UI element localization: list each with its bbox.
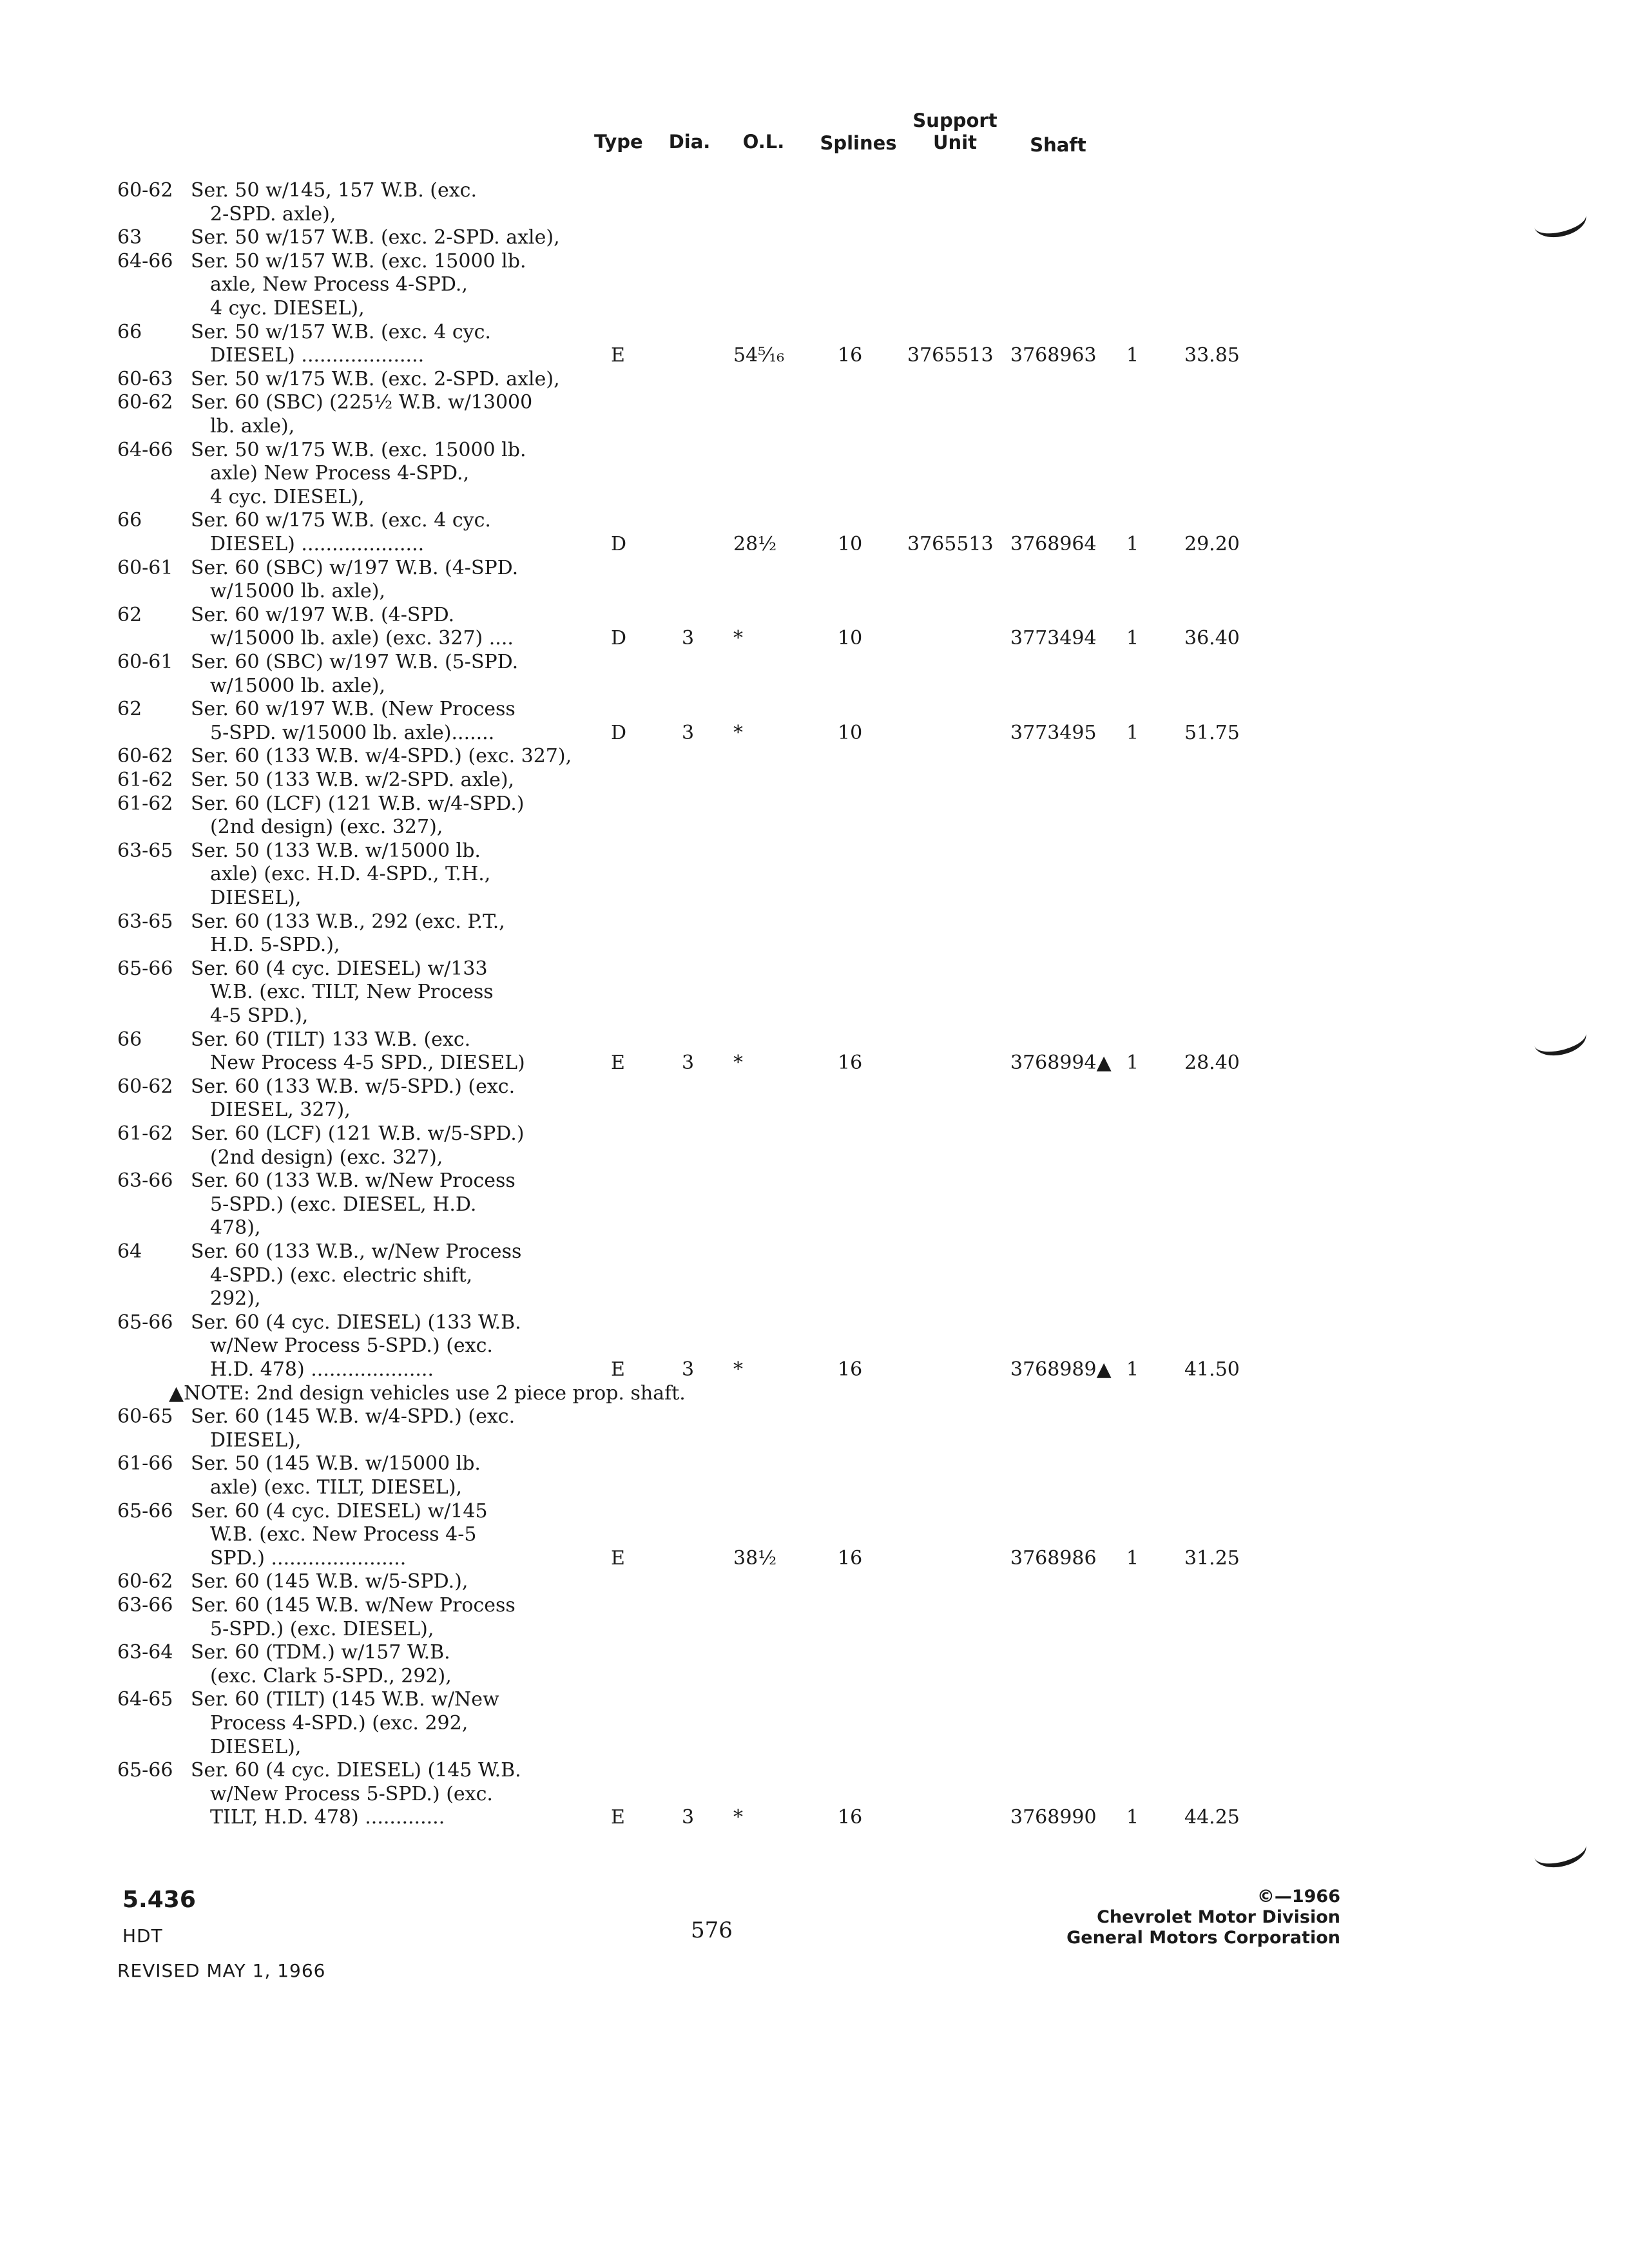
col-ol: 54⁵⁄₁₆ — [733, 344, 785, 367]
vehicle-description: Ser. 50 (133 W.B. w/15000 lb. — [191, 839, 481, 862]
col-type: E — [611, 1358, 625, 1381]
vehicle-description: 5-SPD.) (exc. DIESEL), — [210, 1617, 434, 1640]
vehicle-description: W.B. (exc. TILT, New Process — [210, 981, 494, 1004]
model-years: 61-66 — [117, 1452, 173, 1475]
col-header-type: Type — [594, 131, 643, 153]
col-type: E — [611, 1546, 625, 1570]
col-qty: 1 — [1126, 627, 1139, 650]
col-type: D — [611, 721, 627, 744]
model-years: 60-62 — [117, 1570, 173, 1593]
table-row — [0, 1736, 1353, 1759]
table-row — [0, 1452, 1353, 1475]
col-splines: 10 — [838, 533, 863, 555]
vehicle-description: Ser. 50 (145 W.B. w/15000 lb. — [191, 1452, 481, 1475]
table-row — [0, 462, 1353, 485]
model-years: 60-62 — [117, 745, 173, 768]
vehicle-description: 4 cyc. DIESEL), — [210, 485, 365, 508]
table-row — [0, 1075, 1353, 1099]
model-years: 64-65 — [117, 1688, 173, 1711]
table-row — [0, 179, 1353, 202]
revised-date: REVISED MAY 1, 1966 — [117, 1960, 326, 1981]
table-row — [0, 1287, 1353, 1311]
vehicle-description: Ser. 60 (145 W.B. w/5-SPD.), — [191, 1570, 468, 1593]
table-row — [0, 533, 1353, 556]
vehicle-description: Ser. 60 w/197 W.B. (New Process — [191, 698, 516, 721]
table-row — [0, 415, 1353, 438]
col-ol: * — [733, 1806, 743, 1829]
vehicle-description: Ser. 60 w/175 W.B. (exc. 4 cyc. — [191, 509, 491, 532]
vehicle-description: Ser. 60 (133 W.B. w/5-SPD.) (exc. — [191, 1075, 516, 1098]
vehicle-description: Ser. 60 (133 W.B. w/4-SPD.) (exc. 327), — [191, 745, 572, 768]
table-row — [0, 557, 1353, 580]
table-row — [0, 722, 1353, 745]
vehicle-description: H.D. 478) .................... — [210, 1358, 434, 1381]
model-years: 64 — [117, 1240, 142, 1263]
col-price: 28.40 — [1184, 1052, 1240, 1075]
table-row — [0, 1618, 1353, 1641]
table-row — [0, 1264, 1353, 1287]
model-years: 66 — [117, 320, 142, 343]
table-row — [0, 1641, 1353, 1664]
table-row — [0, 816, 1353, 839]
table-row — [0, 1358, 1353, 1381]
col-header-ol: O.L. — [742, 131, 785, 153]
model-years: 60-62 — [117, 179, 173, 202]
vehicle-description: (2nd design) (exc. 327), — [210, 816, 443, 839]
table-row — [0, 1311, 1353, 1334]
col-header-shaft: Shaft — [1030, 134, 1086, 156]
table-row — [0, 840, 1353, 863]
vehicle-description: Ser. 50 (133 W.B. w/2-SPD. axle), — [191, 769, 515, 791]
vehicle-description: (exc. Clark 5-SPD., 292), — [210, 1664, 452, 1687]
vehicle-description: Ser. 60 (145 W.B. w/4-SPD.) (exc. — [191, 1405, 516, 1428]
model-years: 60-61 — [117, 651, 173, 673]
vehicle-description: Ser. 60 (SBC) (225½ W.B. w/13000 — [191, 391, 533, 414]
table-row — [0, 1476, 1353, 1499]
table-row — [0, 1523, 1353, 1546]
vehicle-description: 292), — [210, 1287, 261, 1311]
col-ol: * — [733, 627, 743, 650]
col-type: E — [611, 344, 625, 367]
binder-mark — [1530, 1018, 1590, 1062]
col-shaft: 3773495 — [1010, 721, 1097, 744]
col-header-splines: Splines — [820, 132, 897, 154]
col-shaft: 3768989▲ — [1010, 1358, 1112, 1381]
binder-mark — [1530, 1830, 1590, 1874]
col-price: 33.85 — [1184, 344, 1240, 367]
col-qty: 1 — [1126, 1358, 1139, 1381]
col-price: 36.40 — [1184, 627, 1240, 650]
model-years: 66 — [117, 509, 142, 532]
col-qty: 1 — [1126, 1546, 1139, 1570]
corporation-name: General Motors Corporation — [1066, 1928, 1340, 1948]
table-row — [0, 627, 1353, 650]
col-shaft: 3768986 — [1010, 1546, 1097, 1570]
col-shaft: 3768963 — [1010, 344, 1097, 367]
table-row — [0, 1216, 1353, 1240]
col-dia: 3 — [682, 721, 695, 744]
vehicle-description: axle) New Process 4-SPD., — [210, 462, 470, 485]
table-row — [0, 1405, 1353, 1428]
table-row — [0, 439, 1353, 462]
vehicle-description: DIESEL), — [210, 1428, 302, 1452]
table-row — [0, 1594, 1353, 1617]
model-years: 66 — [117, 1028, 142, 1051]
col-dia: 3 — [682, 627, 695, 650]
model-years: 63-66 — [117, 1594, 173, 1617]
col-ol: 38½ — [733, 1546, 777, 1570]
col-qty: 1 — [1126, 721, 1139, 744]
model-years: 60-62 — [117, 391, 173, 414]
vehicle-description: Ser. 60 (145 W.B. w/New Process — [191, 1594, 516, 1617]
note-row — [0, 1382, 1353, 1405]
table-row — [0, 1500, 1353, 1523]
col-price: 29.20 — [1184, 533, 1240, 555]
col-type: D — [611, 627, 627, 650]
table-row — [0, 297, 1353, 320]
col-type: D — [611, 533, 627, 555]
col-splines: 16 — [838, 1546, 863, 1570]
vehicle-description: Ser. 60 (TILT) (145 W.B. w/New — [191, 1688, 499, 1711]
table-row — [0, 1759, 1353, 1782]
table-row — [0, 250, 1353, 273]
vehicle-description: SPD.) ...................... — [210, 1546, 407, 1570]
table-row — [0, 1240, 1353, 1264]
vehicle-description: Ser. 60 (4 cyc. DIESEL) w/133 — [191, 957, 488, 980]
model-years: 61-62 — [117, 1122, 173, 1145]
vehicle-description: 478), — [210, 1216, 261, 1240]
table-row — [0, 1783, 1353, 1806]
table-row — [0, 580, 1353, 603]
col-dia: 3 — [682, 1052, 695, 1075]
page-number: 576 — [691, 1917, 733, 1943]
vehicle-description: Ser. 60 (133 W.B., w/New Process — [191, 1240, 522, 1263]
col-shaft: 3768964 — [1010, 533, 1097, 555]
col-splines: 10 — [838, 721, 863, 744]
col-qty: 1 — [1126, 1052, 1139, 1075]
col-shaft: 3773494 — [1010, 627, 1097, 650]
col-qty: 1 — [1126, 344, 1139, 367]
model-years: 60-62 — [117, 1075, 173, 1098]
table-row — [0, 604, 1353, 627]
vehicle-description: Process 4-SPD.) (exc. 292, — [210, 1712, 468, 1735]
table-row — [0, 793, 1353, 816]
model-years: 63-64 — [117, 1641, 173, 1664]
col-type: E — [611, 1052, 625, 1075]
col-splines: 16 — [838, 1358, 863, 1381]
table-row — [0, 1169, 1353, 1193]
col-splines: 16 — [838, 1806, 863, 1829]
model-years: 62 — [117, 698, 142, 721]
vehicle-description: Ser. 60 (TDM.) w/157 W.B. — [191, 1641, 450, 1664]
vehicle-description: w/15000 lb. axle) (exc. 327) .... — [210, 627, 514, 650]
table-row — [0, 1712, 1353, 1735]
col-support-unit: 3765513 — [907, 533, 994, 555]
table-row — [0, 887, 1353, 910]
model-years: 63 — [117, 226, 142, 249]
vehicle-description: axle) (exc. TILT, DIESEL), — [210, 1476, 463, 1499]
vehicle-description: Ser. 60 (SBC) w/197 W.B. (4-SPD. — [191, 556, 519, 579]
binder-mark — [1530, 200, 1590, 244]
col-header-dia: Dia. — [668, 131, 711, 153]
vehicle-description: Ser. 60 w/197 W.B. (4-SPD. — [191, 603, 455, 626]
table-row — [0, 1429, 1353, 1452]
vehicle-description: Ser. 60 (LCF) (121 W.B. w/4-SPD.) — [191, 792, 525, 815]
model-years: 63-65 — [117, 839, 173, 862]
vehicle-description: TILT, H.D. 478) ............. — [210, 1806, 445, 1829]
vehicle-description: New Process 4-5 SPD., DIESEL) — [210, 1052, 525, 1075]
vehicle-description: Ser. 50 w/145, 157 W.B. (exc. — [191, 179, 477, 202]
table-row — [0, 745, 1353, 768]
table-row — [0, 981, 1353, 1004]
table-row — [0, 509, 1353, 532]
vehicle-description: DIESEL) .................... — [210, 533, 425, 555]
model-years: 65-66 — [117, 957, 173, 980]
table-row — [0, 957, 1353, 981]
table-row — [0, 863, 1353, 886]
col-dia: 3 — [682, 1806, 695, 1829]
table-row — [0, 1146, 1353, 1169]
vehicle-description: axle) (exc. H.D. 4-SPD., T.H., — [210, 863, 491, 886]
table-row — [0, 1665, 1353, 1688]
vehicle-description: axle, New Process 4-SPD., — [210, 273, 468, 296]
col-splines: 16 — [838, 344, 863, 367]
vehicle-description: Ser. 60 (4 cyc. DIESEL) w/145 — [191, 1499, 488, 1523]
vehicle-description: w/New Process 5-SPD.) (exc. — [210, 1782, 493, 1805]
col-splines: 16 — [838, 1052, 863, 1075]
vehicle-description: DIESEL, 327), — [210, 1099, 351, 1122]
vehicle-description: Ser. 50 w/157 W.B. (exc. 2-SPD. axle), — [191, 226, 560, 249]
col-qty: 1 — [1126, 533, 1139, 555]
table-row — [0, 1806, 1353, 1829]
table-row — [0, 1028, 1353, 1052]
vehicle-description: H.D. 5-SPD.), — [210, 934, 340, 957]
table-row — [0, 651, 1353, 674]
vehicle-description: DIESEL) .................... — [210, 344, 425, 367]
model-years: 64-66 — [117, 438, 173, 461]
vehicle-description: lb. axle), — [210, 415, 295, 437]
section-code: HDT — [122, 1925, 163, 1946]
vehicle-description: DIESEL), — [210, 887, 302, 909]
vehicle-description: DIESEL), — [210, 1735, 302, 1758]
vehicle-description: Ser. 60 (SBC) w/197 W.B. (5-SPD. — [191, 651, 519, 673]
col-ol: * — [733, 1358, 743, 1381]
table-row — [0, 344, 1353, 367]
table-row — [0, 226, 1353, 249]
vehicle-description: Ser. 50 w/157 W.B. (exc. 4 cyc. — [191, 320, 491, 343]
vehicle-description: 2-SPD. axle), — [210, 202, 336, 226]
model-years: 61-62 — [117, 792, 173, 815]
vehicle-description: Ser. 50 w/175 W.B. (exc. 2-SPD. axle), — [191, 367, 560, 390]
table-row — [0, 1688, 1353, 1711]
table-row — [0, 910, 1353, 934]
table-row — [0, 486, 1353, 509]
copyright: ©—1966 — [1257, 1887, 1340, 1907]
table-row — [0, 273, 1353, 296]
footnote-text: ▲NOTE: 2nd design vehicles use 2 piece prop. shaft. — [169, 1381, 686, 1405]
vehicle-description: Ser. 50 w/175 W.B. (exc. 15000 lb. — [191, 438, 526, 461]
vehicle-description: Ser. 60 (133 W.B. w/New Process — [191, 1169, 516, 1193]
model-years: 65-66 — [117, 1311, 173, 1334]
table-row — [0, 1122, 1353, 1146]
col-price: 51.75 — [1184, 721, 1240, 744]
table-row — [0, 934, 1353, 957]
vehicle-description: Ser. 60 (4 cyc. DIESEL) (133 W.B. — [191, 1311, 521, 1334]
vehicle-description: 4 cyc. DIESEL), — [210, 297, 365, 320]
vehicle-description: Ser. 60 (LCF) (121 W.B. w/5-SPD.) — [191, 1122, 525, 1145]
model-years: 64-66 — [117, 249, 173, 273]
col-shaft: 3768994▲ — [1010, 1052, 1112, 1075]
vehicle-description: w/New Process 5-SPD.) (exc. — [210, 1334, 493, 1358]
table-row — [0, 1570, 1353, 1593]
vehicle-description: Ser. 60 (4 cyc. DIESEL) (145 W.B. — [191, 1759, 521, 1782]
table-row — [0, 1099, 1353, 1122]
table-row — [0, 1193, 1353, 1216]
model-years: 65-66 — [117, 1759, 173, 1782]
col-header-support-unit: Support Unit — [912, 110, 998, 153]
section-number: 5.436 — [122, 1887, 196, 1913]
table-row — [0, 321, 1353, 344]
table-row — [0, 769, 1353, 792]
vehicle-description: (2nd design) (exc. 327), — [210, 1146, 443, 1169]
col-price: 44.25 — [1184, 1806, 1240, 1829]
vehicle-description: w/15000 lb. axle), — [210, 580, 386, 603]
model-years: 60-65 — [117, 1405, 173, 1428]
col-ol: * — [733, 1052, 743, 1075]
table-row — [0, 675, 1353, 698]
vehicle-description: Ser. 50 w/157 W.B. (exc. 15000 lb. — [191, 249, 526, 273]
vehicle-description: Ser. 60 (TILT) 133 W.B. (exc. — [191, 1028, 471, 1051]
col-qty: 1 — [1126, 1806, 1139, 1829]
col-ol: * — [733, 721, 743, 744]
vehicle-description: W.B. (exc. New Process 4-5 — [210, 1523, 477, 1546]
table-row — [0, 391, 1353, 414]
model-years: 63-66 — [117, 1169, 173, 1193]
model-years: 62 — [117, 603, 142, 626]
vehicle-description: 5-SPD.) (exc. DIESEL, H.D. — [210, 1193, 477, 1216]
model-years: 63-65 — [117, 910, 173, 933]
col-support-unit: 3765513 — [907, 344, 994, 367]
col-shaft: 3768990 — [1010, 1806, 1097, 1829]
col-splines: 10 — [838, 627, 863, 650]
table-row — [0, 1004, 1353, 1028]
col-ol: 28½ — [733, 533, 777, 555]
table-row — [0, 1547, 1353, 1570]
table-row — [0, 698, 1353, 721]
table-row — [0, 368, 1353, 391]
model-years: 61-62 — [117, 769, 173, 791]
vehicle-description: 5-SPD. w/15000 lb. axle)....... — [210, 721, 495, 744]
division-name: Chevrolet Motor Division — [1097, 1907, 1340, 1927]
vehicle-description: 4-5 SPD.), — [210, 1004, 309, 1027]
col-price: 41.50 — [1184, 1358, 1240, 1381]
col-type: E — [611, 1806, 625, 1829]
table-row — [0, 1052, 1353, 1075]
vehicle-description: 4-SPD.) (exc. electric shift, — [210, 1264, 473, 1287]
col-price: 31.25 — [1184, 1546, 1240, 1570]
model-years: 65-66 — [117, 1499, 173, 1523]
table-row — [0, 1334, 1353, 1358]
vehicle-description: Ser. 60 (133 W.B., 292 (exc. P.T., — [191, 910, 505, 933]
vehicle-description: w/15000 lb. axle), — [210, 674, 386, 697]
col-dia: 3 — [682, 1358, 695, 1381]
model-years: 60-63 — [117, 367, 173, 390]
table-row — [0, 203, 1353, 226]
model-years: 60-61 — [117, 556, 173, 579]
